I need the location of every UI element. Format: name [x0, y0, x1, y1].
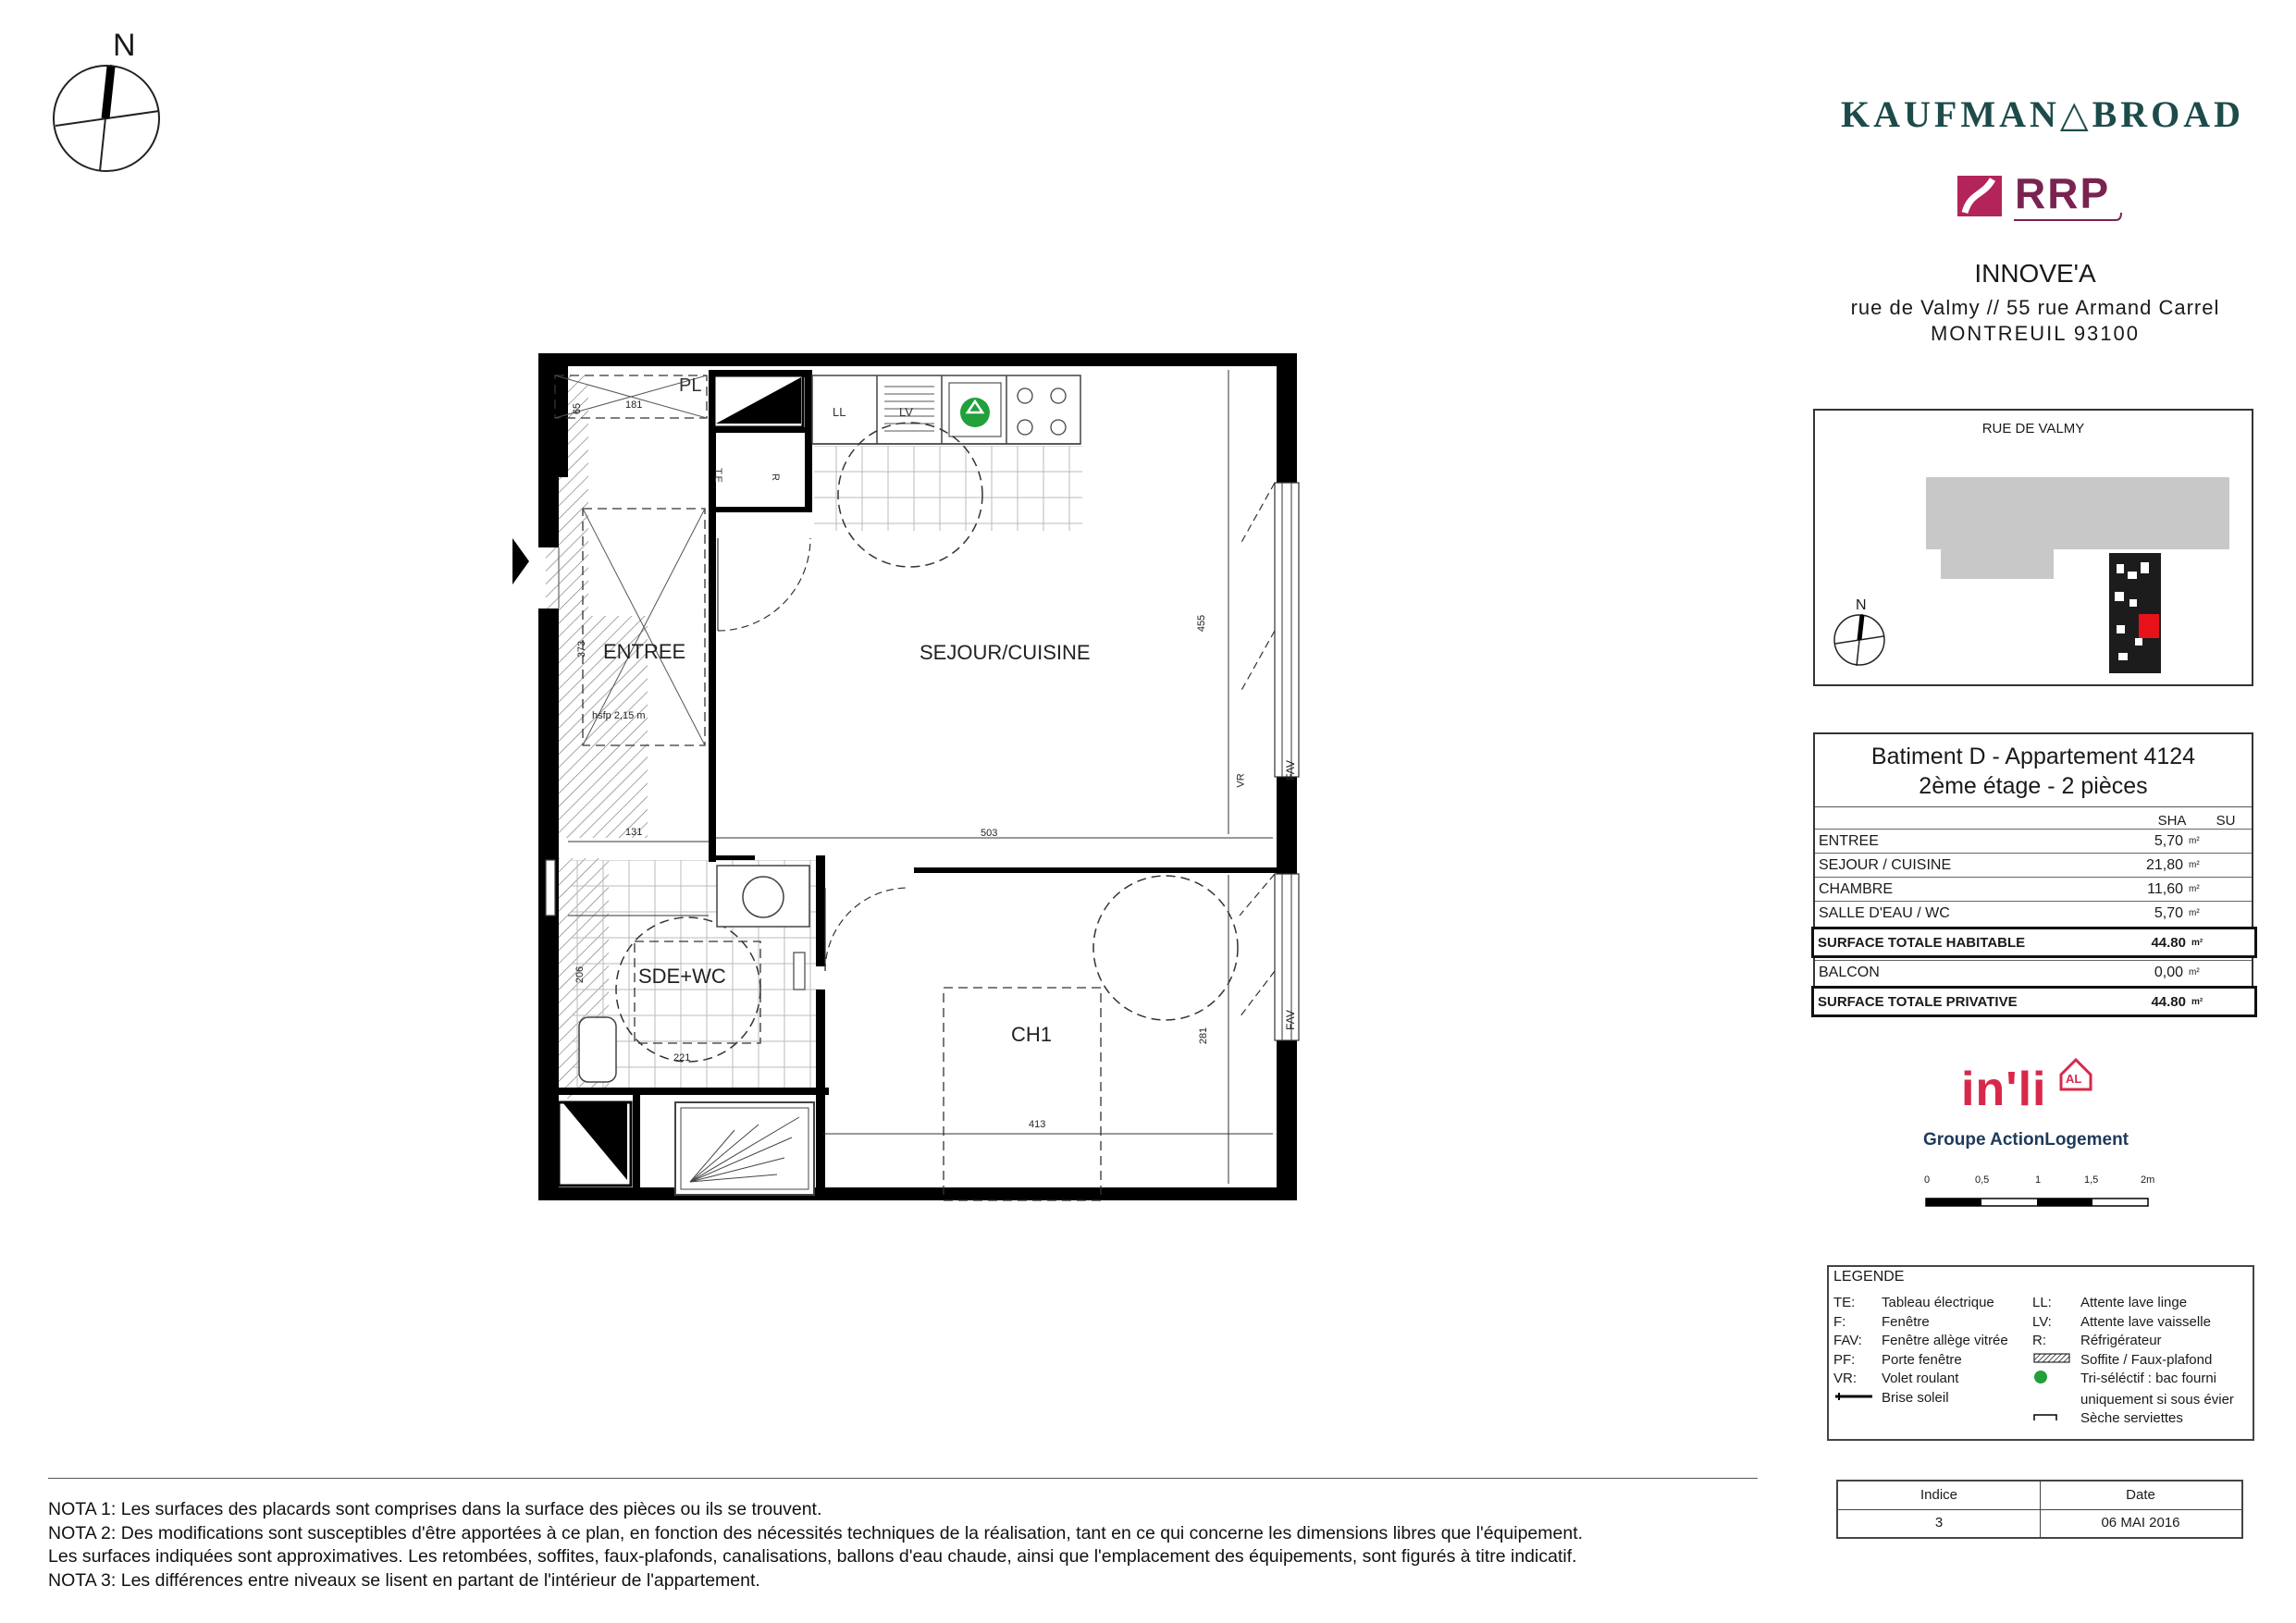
scale-tick-1: 1 [2035, 1174, 2042, 1186]
legend-key: LV: [2032, 1313, 2052, 1330]
surface-row-unit: m² [2189, 908, 2200, 918]
surface-row-unit: m² [2189, 884, 2200, 894]
balcon-label: BALCON [1819, 964, 1880, 980]
legend-text: Sèche serviettes [2080, 1410, 2183, 1426]
legend-item [2032, 1313, 2234, 1333]
legend-item [1833, 1313, 2008, 1333]
rrp-underline [2012, 211, 2123, 224]
legend-key: FAV: [1833, 1333, 1862, 1348]
dim-221: 221 [673, 1052, 691, 1064]
rrp-logo-text: RRP [2015, 169, 2111, 217]
situation-street-label: RUE DE VALMY [1981, 421, 2085, 436]
label-hsfp: hsfp 2,15 m [592, 710, 646, 721]
legend-title: LEGENDE [1833, 1269, 1905, 1285]
surface-total-habitable [1811, 927, 2257, 958]
legend-item [2032, 1391, 2234, 1410]
legend-key [2032, 1391, 2080, 1410]
surface-row [1815, 829, 2252, 853]
label-ll: LL [833, 405, 846, 419]
surface-row-label: ENTREE [1819, 832, 1879, 849]
surface-table [1813, 732, 2253, 1015]
surface-title-line1: Batiment D - Appartement 4124 [1870, 744, 2196, 769]
dim-373: 373 [576, 640, 588, 658]
label-te: T.E [711, 468, 723, 483]
total-habitable-label: SURFACE TOTALE HABITABLE [1818, 934, 2026, 951]
legend-key: F: [1833, 1313, 1846, 1330]
brise-soleil-symbol [1833, 1389, 1882, 1408]
legend-item [1833, 1389, 2008, 1408]
surface-row-label: CHAMBRE [1819, 880, 1894, 897]
surface-row [1815, 901, 2252, 925]
seche-serviettes-symbol [2032, 1409, 2080, 1429]
rrp-logo-mark [1952, 170, 2007, 222]
revision-table [1836, 1480, 2243, 1539]
col-su: SU [2216, 813, 2236, 829]
legend-key: PF: [1833, 1351, 1856, 1368]
inli-logo: in'li [1961, 1063, 2047, 1116]
legend-text: Fenêtre [1882, 1313, 1930, 1330]
total-privative-label: SURFACE TOTALE PRIVATIVE [1818, 993, 2018, 1010]
surface-row-balcon [1815, 960, 2252, 984]
room-label-sde: SDE+WC [638, 965, 726, 988]
nota-3: NOTA 3: Les différences entre niveaux se lisent en partant de l'intérieur de l'appartement. [48, 1569, 760, 1591]
legend-text: Attente lave linge [2080, 1295, 2188, 1310]
project-address: rue de Valmy // 55 rue Armand Carrel [1850, 296, 2220, 319]
surface-total-privative [1811, 986, 2257, 1017]
label-lv: LV [899, 405, 913, 419]
balcon-unit: m² [2189, 967, 2200, 977]
project-city: MONTREUIL 93100 [1930, 322, 2141, 345]
dim-131: 131 [625, 827, 643, 838]
room-label-sejour: SEJOUR/CUISINE [920, 641, 1091, 664]
surface-row [1815, 877, 2252, 901]
nota-2: NOTA 2: Des modifications sont susceptibles d'être apportées à ce plan, en fonction des nécessités techniques de la réalisation, tant en ce qui concerne les dimensions libres que l'équipement. [48, 1522, 1584, 1543]
label-vr: VR [1235, 773, 1247, 788]
inli-group: Groupe ActionLogement [1922, 1130, 2129, 1150]
surface-row-label: SALLE D'EAU / WC [1819, 904, 1950, 921]
notes [48, 1498, 1583, 1592]
legend-item [2032, 1370, 2234, 1391]
surface-row-value: 5,70 [2154, 832, 2183, 849]
situation-map [1815, 411, 2252, 684]
label-fav-sejour: FAV [1283, 760, 1297, 781]
room-label-entree: ENTREE [603, 640, 686, 663]
legend-text: Tableau électrique [1882, 1295, 1994, 1310]
surface-row-value: 11,60 [2147, 880, 2183, 897]
room-label-ch1: CH1 [1011, 1023, 1053, 1046]
surface-title-line2: 2ème étage - 2 pièces [1919, 773, 2148, 799]
legend-item [2032, 1351, 2234, 1371]
date-header: Date [2126, 1487, 2155, 1503]
total-privative-value: 44.80 [2151, 993, 2186, 1010]
compass-north-label: N [113, 28, 136, 63]
surface-row-label: SEJOUR / CUISINE [1819, 856, 1952, 873]
label-pl: PL [679, 375, 702, 396]
indice-value: 3 [1934, 1515, 1944, 1531]
dim-65: 65 [572, 402, 584, 415]
legend-item [1833, 1294, 2008, 1313]
legend-text: uniquement si sous évier [2080, 1391, 2234, 1408]
surface-row-unit: m² [2189, 860, 2200, 870]
legend-key: VR: [1833, 1371, 1858, 1386]
dim-281: 281 [1198, 1027, 1210, 1045]
notes-divider [48, 1478, 1758, 1479]
legend-item [1833, 1351, 2008, 1371]
indice-header: Indice [1920, 1487, 1958, 1503]
total-habitable-unit: m² [2191, 937, 2203, 948]
surface-row-unit: m² [2189, 836, 2200, 846]
legend-item [2032, 1294, 2234, 1313]
label-fav-ch1: FAV [1283, 1010, 1297, 1030]
nota-2-continued: Les surfaces indiquées sont approximatives. Les retombées, soffites, faux-plafonds, canalisations, ballons d'eau chaude, ainsi que l'emplacement des équipements, sont figurés à titre indicatif. [48, 1546, 1577, 1567]
legend-text: Porte fenêtre [1882, 1351, 1962, 1368]
dim-181: 181 [625, 400, 643, 411]
scale-tick-2m: 2m [2141, 1174, 2155, 1186]
scale-tick-05: 0,5 [1975, 1174, 1990, 1186]
scale-tick-0: 0 [1924, 1174, 1931, 1186]
legend-item [2032, 1409, 2234, 1429]
situation-north-label: N [1856, 597, 1867, 613]
legend-item [1833, 1332, 2008, 1351]
legend-left-column [1833, 1294, 2008, 1408]
legend-text: Attente lave vaisselle [2080, 1313, 2211, 1330]
scale-tick-15: 1,5 [2084, 1174, 2099, 1186]
surface-columns [1815, 806, 2252, 829]
total-privative-unit: m² [2191, 996, 2203, 1007]
legend-key: TE: [1833, 1295, 1856, 1310]
dim-413: 413 [1029, 1119, 1046, 1130]
legend-right-column [2032, 1294, 2234, 1429]
legend-text: Volet roulant [1882, 1371, 1959, 1386]
legend-text: Réfrigérateur [2080, 1333, 2162, 1348]
floor-plan [500, 342, 1314, 1221]
surface-row [1815, 853, 2252, 877]
dim-206: 206 [574, 965, 586, 984]
legend-text: Fenêtre allège vitrée [1882, 1333, 2008, 1348]
legend-item [2032, 1332, 2234, 1351]
soffite-symbol [2032, 1351, 2080, 1371]
total-habitable-value: 44.80 [2151, 934, 2186, 951]
date-value: 06 MAI 2016 [2101, 1515, 2180, 1531]
kaufman-broad-logo: KAUFMAN△BROAD [1841, 93, 2245, 135]
nota-1: NOTA 1: Les surfaces des placards sont comprises dans la surface des pièces ou ils se trouvent. [48, 1499, 822, 1519]
dim-503: 503 [981, 828, 998, 839]
dim-455: 455 [1196, 614, 1208, 633]
surface-row-value: 21,80 [2145, 856, 2183, 873]
col-sha: SHA [2157, 813, 2187, 829]
legend-text: Soffite / Faux-plafond [2080, 1351, 2213, 1368]
legend-key: R: [2032, 1333, 2046, 1348]
surface-row-value: 5,70 [2154, 904, 2183, 921]
inli-badge-text: AL [2066, 1072, 2082, 1086]
legend-item [1833, 1370, 2008, 1389]
project-name: INNOVE'A [1974, 259, 2096, 288]
north-compass [37, 28, 176, 176]
recycle-icon [2032, 1370, 2080, 1391]
label-r: R [769, 473, 781, 481]
legend-text: Brise soleil [1882, 1389, 1949, 1406]
legend-text: Tri-séléctif : bac fourni [2080, 1371, 2216, 1386]
scale-bar [1924, 1193, 2165, 1215]
legend-key: LL: [2032, 1295, 2052, 1310]
balcon-value: 0,00 [2154, 964, 2183, 980]
